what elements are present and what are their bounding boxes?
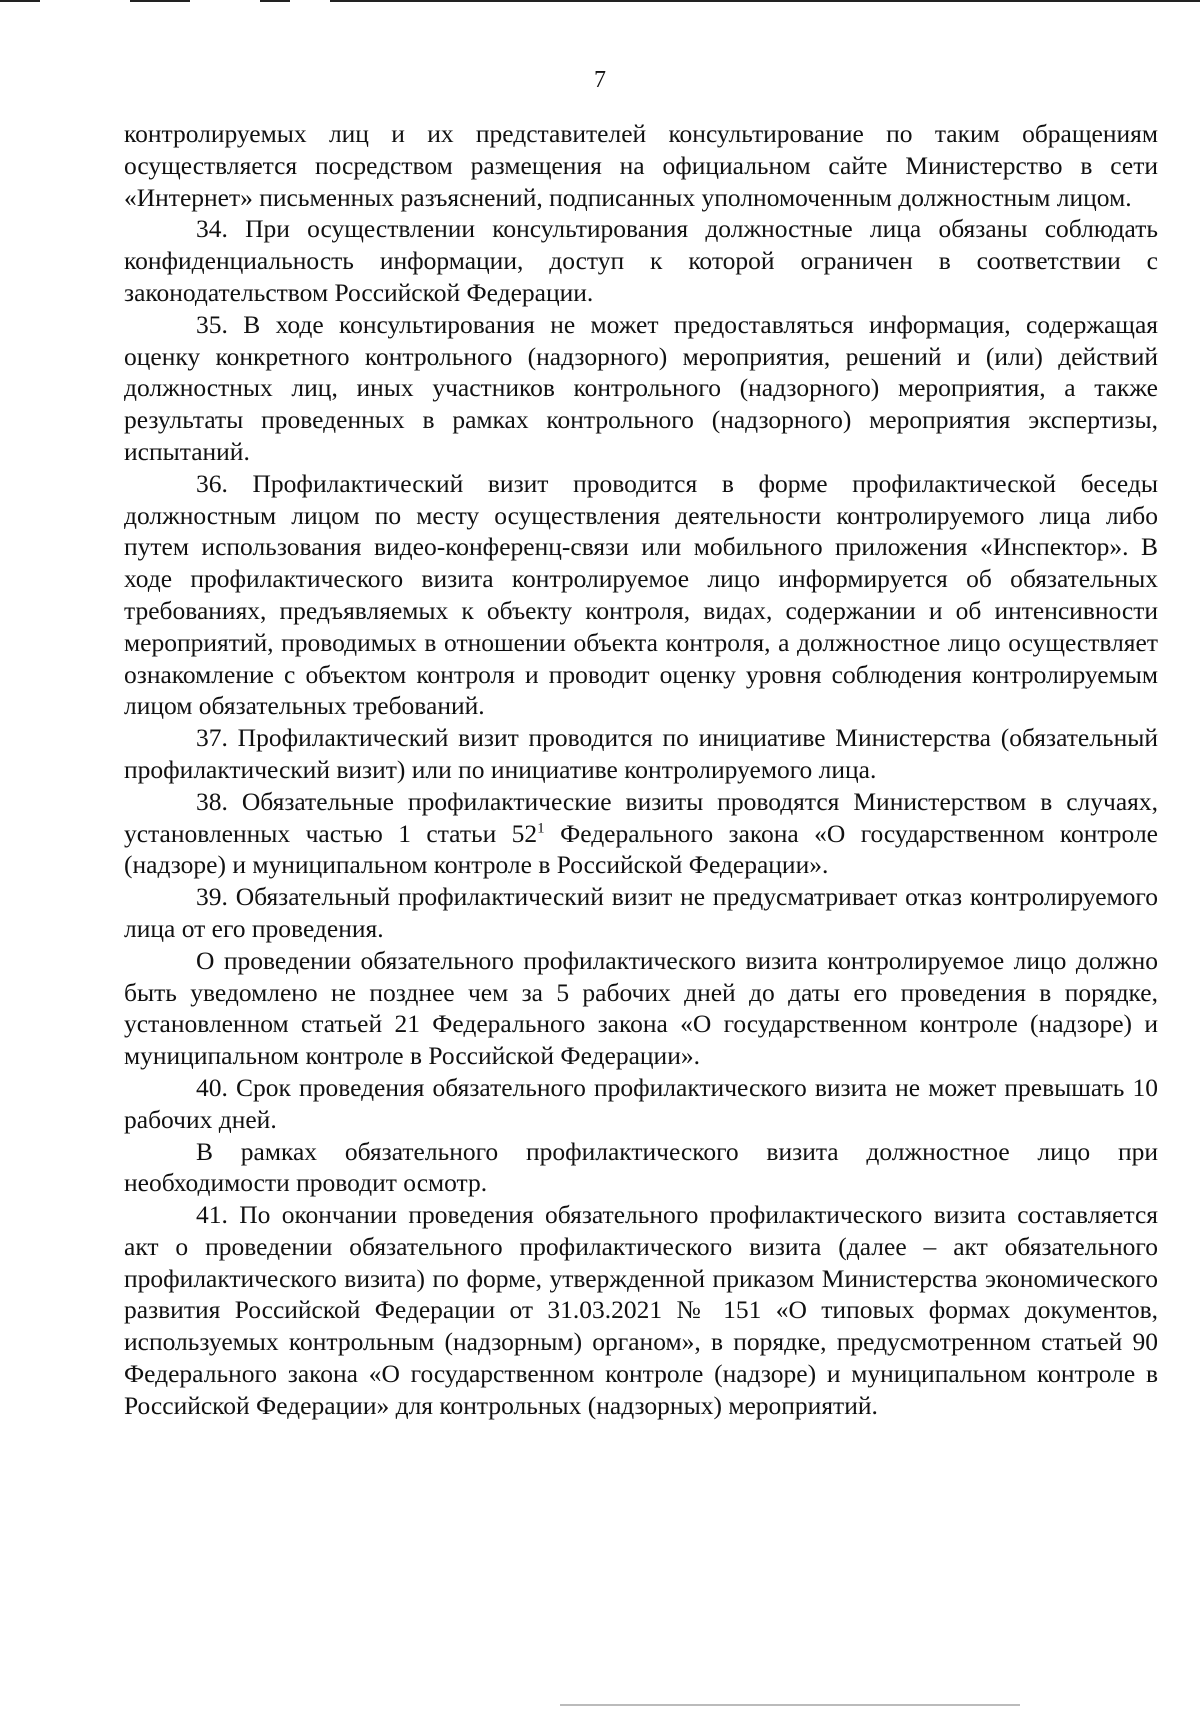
scan-edge-mark: [330, 0, 1200, 2]
paragraph-35: 35. В ходе консультирования не может предоставляться информация, содержащая оценку конкретного контрольного (надзорного) мероприятия, решений и (или) действий должностных лиц, иных участников контрольного (надзорного) мероприятия, а также результаты проведенных в рамках контрольного (надзорного) мероприятия экспертизы, испытаний.: [124, 309, 1158, 466]
paragraph-37: 37. Профилактический визит проводится по инициативе Министерства (обязательный профилактический визит) или по инициативе контролируемого лица.: [124, 723, 1158, 784]
scan-edge-mark: [0, 0, 40, 2]
scan-edge-mark: [560, 1704, 1020, 1706]
scan-edge-mark: [130, 0, 190, 2]
paragraph-41: 41. По окончании проведения обязательного профилактического визита составляется акт о проведении обязательного профилактического визита (далее – акт обязательного профилактического визита) по форме, утвержденной приказом Министерства экономического развития Российской Федерации от 31.03.2021 № 151 «О типовых формах документов, используемых контрольным (надзорным) органом», в порядке, предусмотренном статьей 90 Федерального закона «О государственном контроле (надзоре) и муниципальном контроле в Российской Федерации» для контрольных (надзорных) мероприятий.: [124, 1200, 1158, 1420]
document-body: [124, 118, 1158, 1422]
paragraph-36: 36. Профилактический визит проводится в форме профилактической беседы должностным лицом по месту осуществления деятельности контролируемого лица либо путем использования видео-конференц-связи или мобильного приложения «Инспектор». В ходе профилактического визита контролируемое лицо информируется об обязательных требованиях, предъявляемых к объекту контроля, видах, содержании и об интенсивности мероприятий, проводимых в отношении объекта контроля, а должностное лицо осуществляет ознакомление с объектом контроля и проводит оценку уровня соблюдения контролируемым лицом обязательных требований.: [124, 468, 1158, 721]
scan-edge-mark: [260, 0, 290, 2]
paragraph-40-inspection: В рамках обязательного профилактического визита должностное лицо при необходимости проводит осмотр.: [124, 1136, 1158, 1198]
paragraph-38: [124, 786, 1158, 881]
paragraph-39-notice: О проведении обязательного профилактического визита контролируемое лицо должно быть уведомлено не позднее чем за 5 рабочих дней до даты его проведения в порядке, установленном статьей 21 Федерального закона «О государственном контроле (надзоре) и муниципальном контроле в Российской Федерации».: [124, 945, 1158, 1071]
paragraph-34: 34. При осуществлении консультирования должностные лица обязаны соблюдать конфиденциальность информации, доступ к которой ограничен в соответствии с законодательством Российской Федерации.: [124, 214, 1158, 307]
paragraph-38-text-after: Федерального закона «О государственном контроле (надзоре) и муниципальном контроле в Российской Федерации».: [124, 818, 1158, 880]
paragraph-continuation: контролируемых лиц и их представителей консультирование по таким обращениям осуществляется посредством размещения на официальном сайте Министерство в сети «Интернет» письменных разъяснений, подписанных уполномоченным должностным лицом.: [124, 119, 1158, 212]
page-number: 7: [594, 67, 606, 93]
paragraph-40: 40. Срок проведения обязательного профилактического визита не может превышать 10 рабочих дней.: [124, 1072, 1158, 1134]
superscript-article-number: 1: [537, 820, 545, 837]
paragraph-38-text-before: 38. Обязательные профилактические визиты проводятся Министерством в случаях, установленных частью 1 статьи 52: [124, 786, 1158, 848]
paragraph-39: 39. Обязательный профилактический визит не предусматривает отказ контролируемого лица от его проведения.: [124, 882, 1158, 943]
